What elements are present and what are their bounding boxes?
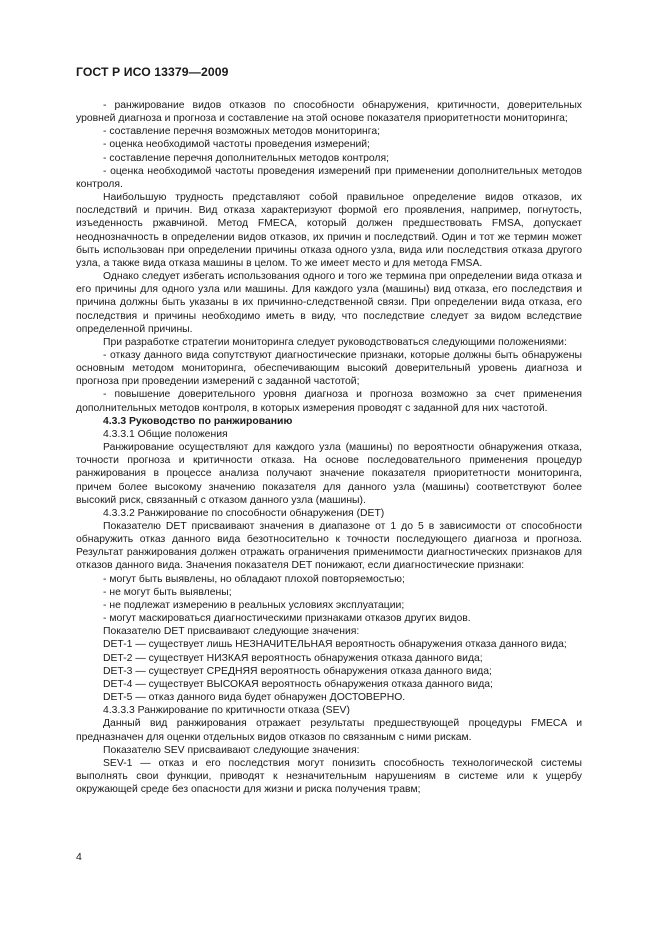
paragraph: - не могут быть выявлены; <box>103 586 232 598</box>
paragraph: - могут быть выявлены, но обладают плохой повторяемостью; <box>103 573 405 585</box>
section-heading: 4.3.3 Руководство по ранжированию <box>103 415 293 427</box>
page-number: 4 <box>76 852 82 863</box>
paragraph: SEV-1 — отказ и его последствия могут понизить способность технологической системы выполнять свои функции, приводят к незначительным нарушениям в системе или к ущербу окружающей среде без опасности для жизни и риска получения травм; <box>76 757 582 796</box>
paragraph: - составление перечня дополнительных методов контроля; <box>103 152 389 164</box>
paragraph: Показателю DET присваивают значения в диапазоне от 1 до 5 в зависимости от способности обнаружить отказ данного вида безотносительно к точности последующего диагноза и прогноза. Результат ранжирования должен отражать ограничения применимости диагностических признаков для отказов данного вида. Значения показателя DET понижают, если диагностические признаки: <box>76 521 582 572</box>
subsection-heading: 4.3.3.3 Ранжирование по критичности отказа (SEV) <box>103 705 350 717</box>
paragraph: - не подлежат измерению в реальных условиях эксплуатации; <box>103 599 405 611</box>
paragraph: При разработке стратегии мониторинга следует руководствоваться следующими положениями: <box>103 336 567 348</box>
standard-header: ГОСТ Р ИСО 13379—2009 <box>76 65 229 79</box>
paragraph: - могут маскироваться диагностическими признаками отказов других видов. <box>103 613 471 625</box>
paragraph: DET-2 — существует НИЗКАЯ вероятность обнаружения отказа данного вида; <box>103 652 483 664</box>
paragraph: Однако следует избегать использования одного и того же термина при определении вида отказа и его причины для одного узла или машины. Для каждого узла (машины) вид отказа, его последствия и причина должны быть указаны в их причинно-следственной связи. При определении вида отказа, его последствия и причины необходимо иметь в виду, что последствие следует за видом вследствие определенной причины. <box>76 271 582 335</box>
paragraph: DET-5 — отказ данного вида будет обнаружен ДОСТОВЕРНО. <box>103 692 406 704</box>
paragraph: - повышение доверительного уровня диагноза и прогноза возможно за счет применения дополнительных методов контроля, в которых измерения проводят с заданной для них частотой. <box>76 389 582 414</box>
paragraph: DET-1 — существует лишь НЕЗНАЧИТЕЛЬНАЯ вероятность обнаружения отказа данного вида; <box>103 639 567 651</box>
paragraph: - ранжирование видов отказов по способности обнаружения, критичности, доверительных уровней диагноза и прогноза и составление на этой основе показателя приоритетности мониторинга; <box>76 100 582 125</box>
paragraph: - оценка необходимой частоты проведения измерений; <box>103 139 370 151</box>
paragraph: - составление перечня возможных методов мониторинга; <box>103 126 380 138</box>
paragraph: Данный вид ранжирования отражает результаты предшествующей процедуры FMECA и предназначен для оценки отдельных видов отказов по связанным с ними рискам. <box>76 718 582 743</box>
document-body <box>76 99 582 796</box>
paragraph: - оценка необходимой частоты проведения измерений при применении дополнительных методов контроля. <box>76 165 582 190</box>
paragraph: - отказу данного вида сопутствуют диагностические признаки, которые должны быть обнаружены основным методом мониторинга, обеспечивающим высокий доверительный уровень диагноза и прогноза при проведении измерений с заданной частотой; <box>76 349 582 388</box>
paragraph: Ранжирование осуществляют для каждого узла (машины) по вероятности обнаружения отказа, точности прогноза и критичности отказа. На основе последовательного применения процедур ранжирования в процессе анализа получают значение показателя приоритетности мониторинга, причем более высокому значению показателя для данного узла (машины) соответствуют более высокий риск, связанный с отказом данного узла (машины). <box>76 442 582 506</box>
subsection-heading: 4.3.3.1 Общие положения <box>103 428 228 440</box>
paragraph: Показателю DET присваивают следующие значения: <box>103 626 360 638</box>
subsection-heading: 4.3.3.2 Ранжирование по способности обнаружения (DET) <box>103 507 385 519</box>
paragraph: DET-3 — существует СРЕДНЯЯ вероятность обнаружения отказа данного вида; <box>103 665 492 677</box>
paragraph: DET-4 — существует ВЫСОКАЯ вероятность обнаружения отказа данного вида; <box>103 678 493 690</box>
paragraph: Показателю SEV присваивают следующие значения: <box>103 744 360 756</box>
paragraph: Наибольшую трудность представляют собой правильное определение видов отказов, их последствий и причин. Вид отказа характеризуют формой его проявления, например, погнутость, изъеденность ржавчиной. Метод FMECA, который должен предшествовать FMSA, допускает неоднозначность в определении видов отказов, их причин и последствий. Один и тот же термин может быть использован при определении причины отказа одного узла, вида или последствия отказа другого узла, а также вида отказа машины в целом. То же имеет место и для метода FMSA. <box>76 192 582 269</box>
